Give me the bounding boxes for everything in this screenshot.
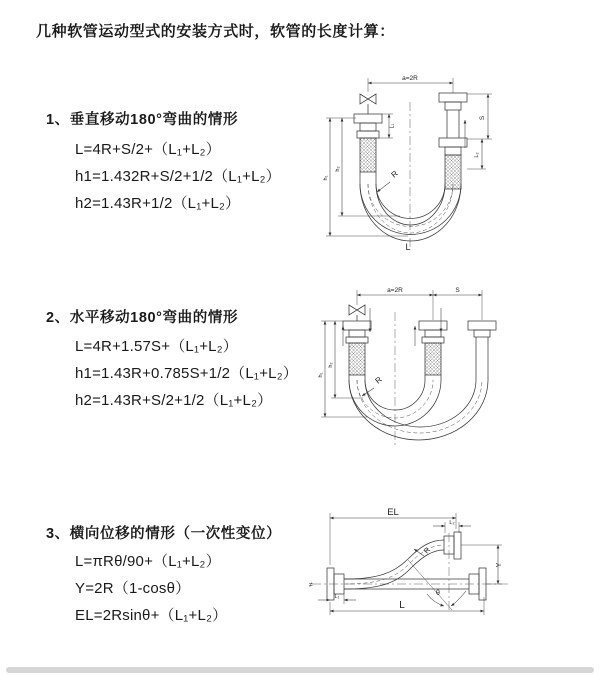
braided-hose-section <box>349 343 365 375</box>
diagram-vertical-180-bend <box>308 66 588 256</box>
svg-text:a=2R: a=2R <box>387 287 403 294</box>
page-title: 几种软管运动型式的安装方式时，软管的长度计算： <box>36 23 395 40</box>
section-2-formula-h2: h2=1.43R+S/2+1/2（L₁+L₂） <box>75 392 273 409</box>
svg-text:h₂: h₂ <box>328 362 334 368</box>
axis-mark: ≠ <box>309 582 313 589</box>
dim-stroke-s <box>433 287 482 295</box>
page-bottom-edge <box>6 667 594 673</box>
braided-hose-section <box>360 138 376 172</box>
valve-icon <box>360 94 376 114</box>
section-1-formula-h2: h2=1.43R+1/2（L₁+L₂） <box>75 195 241 212</box>
section-3-formula-EL: EL=2Rsinθ+（L₁+L₂） <box>75 607 228 624</box>
right-fitting <box>468 321 496 380</box>
svg-text:L₂: L₂ <box>449 520 455 526</box>
dim-span-a2r <box>368 75 453 93</box>
dim-l2 <box>433 520 471 533</box>
svg-text:a=2R: a=2R <box>402 75 418 82</box>
middle-fitting <box>419 321 447 375</box>
theta-label: θ <box>436 590 440 597</box>
dim-l <box>330 597 484 615</box>
svg-text:L: L <box>399 600 405 611</box>
svg-text:S: S <box>455 287 460 294</box>
section-2-formula-h1: h1=1.43R+0.785S+1/2（L₁+L₂） <box>75 365 298 382</box>
dim-l1 <box>318 593 356 604</box>
section-3-heading: 3、横向位移的情形（一次性变位） <box>46 526 282 542</box>
diagram-lateral-displacement <box>298 493 598 658</box>
svg-text:L₁: L₁ <box>389 123 396 129</box>
svg-text:EL: EL <box>387 507 399 518</box>
svg-text:L₁: L₁ <box>334 594 340 600</box>
svg-text:L₂: L₂ <box>474 152 480 158</box>
svg-text:R: R <box>421 545 433 556</box>
section-1-heading: 1、垂直移动180°弯曲的情形 <box>46 112 239 128</box>
left-fitting <box>354 114 382 172</box>
radius-callout <box>414 545 432 556</box>
section-1-formula-h1: h1=1.432R+S/2+1/2（L₁+L₂） <box>75 168 281 185</box>
diagram-horizontal-180-bend <box>308 280 598 455</box>
left-fitting <box>343 321 371 375</box>
section-3-formula-L: L=πRθ/90+（L₁+L₂） <box>75 553 221 570</box>
dim-l2 <box>467 139 486 169</box>
svg-text:R: R <box>373 374 384 386</box>
dim-el <box>330 507 456 565</box>
svg-text:R: R <box>389 168 400 180</box>
valve-icon <box>349 305 365 321</box>
svg-text:h₁: h₁ <box>323 175 329 181</box>
angle-construction <box>408 533 466 611</box>
fitting-length-marks <box>343 308 441 346</box>
right-fitting-positions <box>439 93 467 189</box>
section-2-heading: 2、水平移动180°弯曲的情形 <box>46 310 239 326</box>
radius-callout <box>377 169 400 192</box>
dim-y <box>461 545 503 584</box>
svg-text:Y: Y <box>496 562 503 568</box>
svg-text:h₁: h₁ <box>318 372 324 378</box>
hose-u-bends <box>349 375 488 440</box>
braided-hose-section <box>425 343 441 375</box>
section-1-formula-L: L=4R+S/2+（L₁+L₂） <box>75 141 221 158</box>
hose-s-curve <box>344 540 444 589</box>
section-3-formula-Y: Y=2R（1-cosθ） <box>75 580 191 597</box>
length-label: L <box>405 242 411 252</box>
svg-text:h₂: h₂ <box>335 166 341 172</box>
dim-stroke-s <box>467 94 492 139</box>
svg-text:S: S <box>479 115 486 121</box>
section-2-formula-L: L=4R+1.57S+（L₁+L₂） <box>75 338 238 355</box>
dim-span-a2r <box>357 287 482 320</box>
dim-l1 <box>379 114 396 138</box>
braided-hose-section <box>445 155 461 189</box>
displaced-flange <box>444 532 461 559</box>
